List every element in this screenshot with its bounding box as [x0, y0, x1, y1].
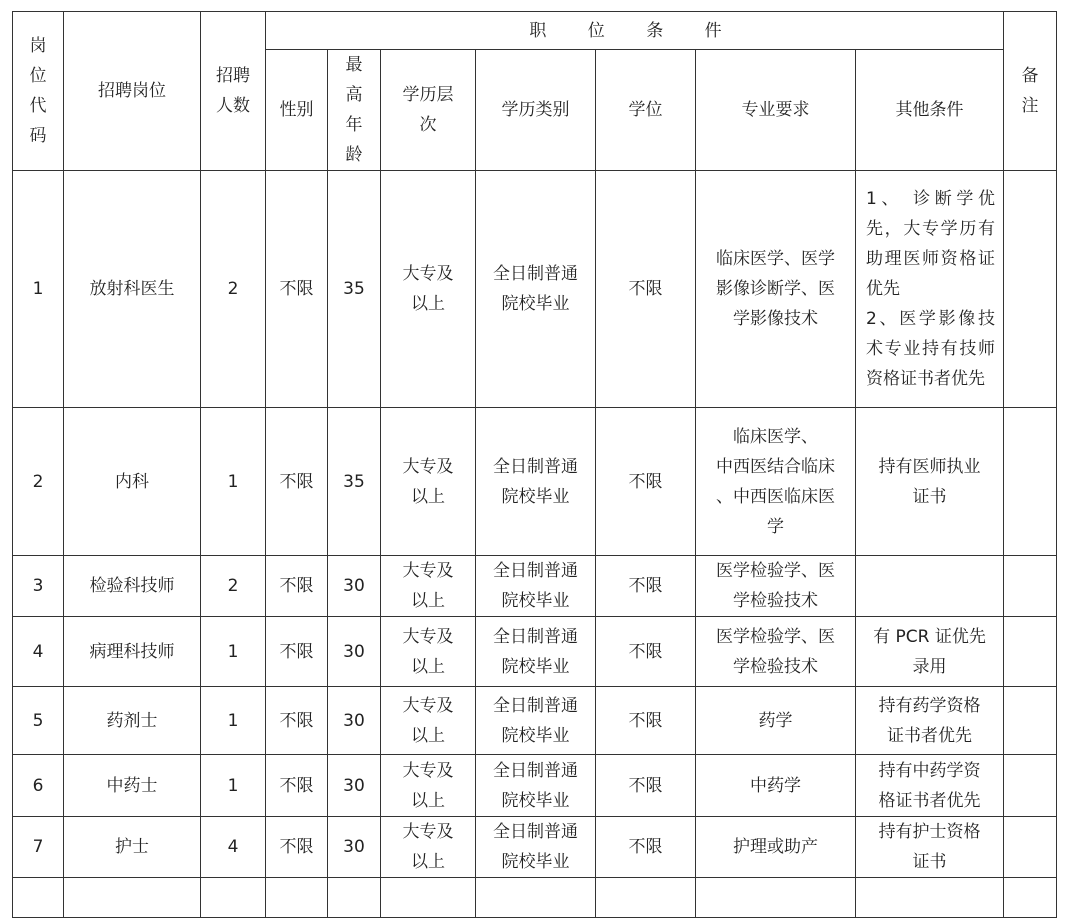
- cell-edu-type: 全日制普通 院校毕业: [476, 408, 596, 556]
- cell-gender: 不限: [266, 687, 328, 755]
- cell-code: 4: [13, 617, 64, 687]
- cell-age: 30: [328, 687, 381, 755]
- cell-major: 医学检验学、医 学检验技术: [696, 617, 856, 687]
- cell-notes: [1004, 556, 1057, 617]
- recruitment-table: [12, 11, 1057, 918]
- cell-other: 有 PCR 证优先 录用: [856, 617, 1004, 687]
- cell-other: 持有药学资格 证书者优先: [856, 687, 1004, 755]
- cell-post: 护士: [64, 817, 201, 878]
- cell-edu-level: 大专及 以上: [381, 817, 476, 878]
- cell-notes: [1004, 408, 1057, 556]
- cell-post: 药剂士: [64, 687, 201, 755]
- cell-edu-type: 全日制普通 院校毕业: [476, 687, 596, 755]
- cell-code: 2: [13, 408, 64, 556]
- table-row: [13, 408, 1057, 556]
- header-notes: 备 注: [1004, 12, 1057, 171]
- cell-count: 4: [201, 817, 266, 878]
- cell-gender: 不限: [266, 171, 328, 408]
- table-row: [13, 617, 1057, 687]
- cell-gender: 不限: [266, 755, 328, 817]
- cell-edu-level: 大专及 以上: [381, 617, 476, 687]
- cell-edu-level: 大专及 以上: [381, 687, 476, 755]
- header-major: 专业要求: [696, 50, 856, 171]
- cell-major: 中药学: [696, 755, 856, 817]
- cell-post: 中药士: [64, 755, 201, 817]
- cell-edu-level: 大专及 以上: [381, 171, 476, 408]
- cell-degree: 不限: [596, 556, 696, 617]
- cell-edu-type: 全日制普通 院校毕业: [476, 817, 596, 878]
- cell-major: 临床医学、医学 影像诊断学、医 学影像技术: [696, 171, 856, 408]
- cell-count: 1: [201, 617, 266, 687]
- cell-notes: [1004, 817, 1057, 878]
- cell-age: 35: [328, 408, 381, 556]
- table-row: [13, 687, 1057, 755]
- cell-code: 3: [13, 556, 64, 617]
- cell-other: [856, 556, 1004, 617]
- header-conditions: 职 位 条 件: [266, 12, 1004, 50]
- header-code: 岗 位 代 码: [13, 12, 64, 171]
- cell-other: 1、 诊断学优先，大专学历有助理医师资格证优先 2、医学影像技术专业持有技师资格证书者优先: [856, 171, 1004, 408]
- header-post: 招聘岗位: [64, 12, 201, 171]
- cell-gender: 不限: [266, 556, 328, 617]
- cell-edu-level: 大专及 以上: [381, 755, 476, 817]
- cell-degree: 不限: [596, 687, 696, 755]
- cell-post: 病理科技师: [64, 617, 201, 687]
- cell-edu-level: 大专及 以上: [381, 556, 476, 617]
- table-row-partial: [13, 878, 1057, 918]
- header-gender: 性别: [266, 50, 328, 171]
- cell-age: 30: [328, 817, 381, 878]
- cell-degree: 不限: [596, 755, 696, 817]
- cell-post: 内科: [64, 408, 201, 556]
- cell-age: 30: [328, 556, 381, 617]
- cell-edu-type: 全日制普通 院校毕业: [476, 617, 596, 687]
- cell-code: 1: [13, 171, 64, 408]
- cell-gender: 不限: [266, 617, 328, 687]
- cell-age: 30: [328, 755, 381, 817]
- cell-degree: 不限: [596, 817, 696, 878]
- cell-degree: 不限: [596, 171, 696, 408]
- cell-count: 1: [201, 687, 266, 755]
- cell-major: 护理或助产: [696, 817, 856, 878]
- cell-age: 30: [328, 617, 381, 687]
- cell-edu-type: 全日制普通 院校毕业: [476, 556, 596, 617]
- cell-count: 2: [201, 556, 266, 617]
- cell-post: 检验科技师: [64, 556, 201, 617]
- cell-notes: [1004, 171, 1057, 408]
- cell-other: 持有护士资格 证书: [856, 817, 1004, 878]
- header-age: 最 高 年 龄: [328, 50, 381, 171]
- cell-major: 药学: [696, 687, 856, 755]
- cell-count: 1: [201, 408, 266, 556]
- cell-edu-type: 全日制普通 院校毕业: [476, 755, 596, 817]
- cell-degree: 不限: [596, 617, 696, 687]
- cell-degree: 不限: [596, 408, 696, 556]
- table-row: [13, 171, 1057, 408]
- cell-gender: 不限: [266, 817, 328, 878]
- cell-notes: [1004, 755, 1057, 817]
- cell-post: 放射科医生: [64, 171, 201, 408]
- cell-major: 临床医学、 中西医结合临床 、中西医临床医 学: [696, 408, 856, 556]
- cell-other: 持有医师执业 证书: [856, 408, 1004, 556]
- header-other: 其他条件: [856, 50, 1004, 171]
- table-row: [13, 817, 1057, 878]
- table-row: [13, 755, 1057, 817]
- cell-code: 6: [13, 755, 64, 817]
- cell-code: 7: [13, 817, 64, 878]
- cell-major: 医学检验学、医 学检验技术: [696, 556, 856, 617]
- cell-count: 1: [201, 755, 266, 817]
- cell-age: 35: [328, 171, 381, 408]
- header-edu-type: 学历类别: [476, 50, 596, 171]
- header-degree: 学位: [596, 50, 696, 171]
- cell-code: 5: [13, 687, 64, 755]
- header-edu-level: 学历层 次: [381, 50, 476, 171]
- cell-count: 2: [201, 171, 266, 408]
- header-count: 招聘 人数: [201, 12, 266, 171]
- cell-gender: 不限: [266, 408, 328, 556]
- cell-notes: [1004, 617, 1057, 687]
- cell-edu-level: 大专及 以上: [381, 408, 476, 556]
- cell-edu-type: 全日制普通 院校毕业: [476, 171, 596, 408]
- cell-notes: [1004, 687, 1057, 755]
- cell-other: 持有中药学资 格证书者优先: [856, 755, 1004, 817]
- table-row: [13, 556, 1057, 617]
